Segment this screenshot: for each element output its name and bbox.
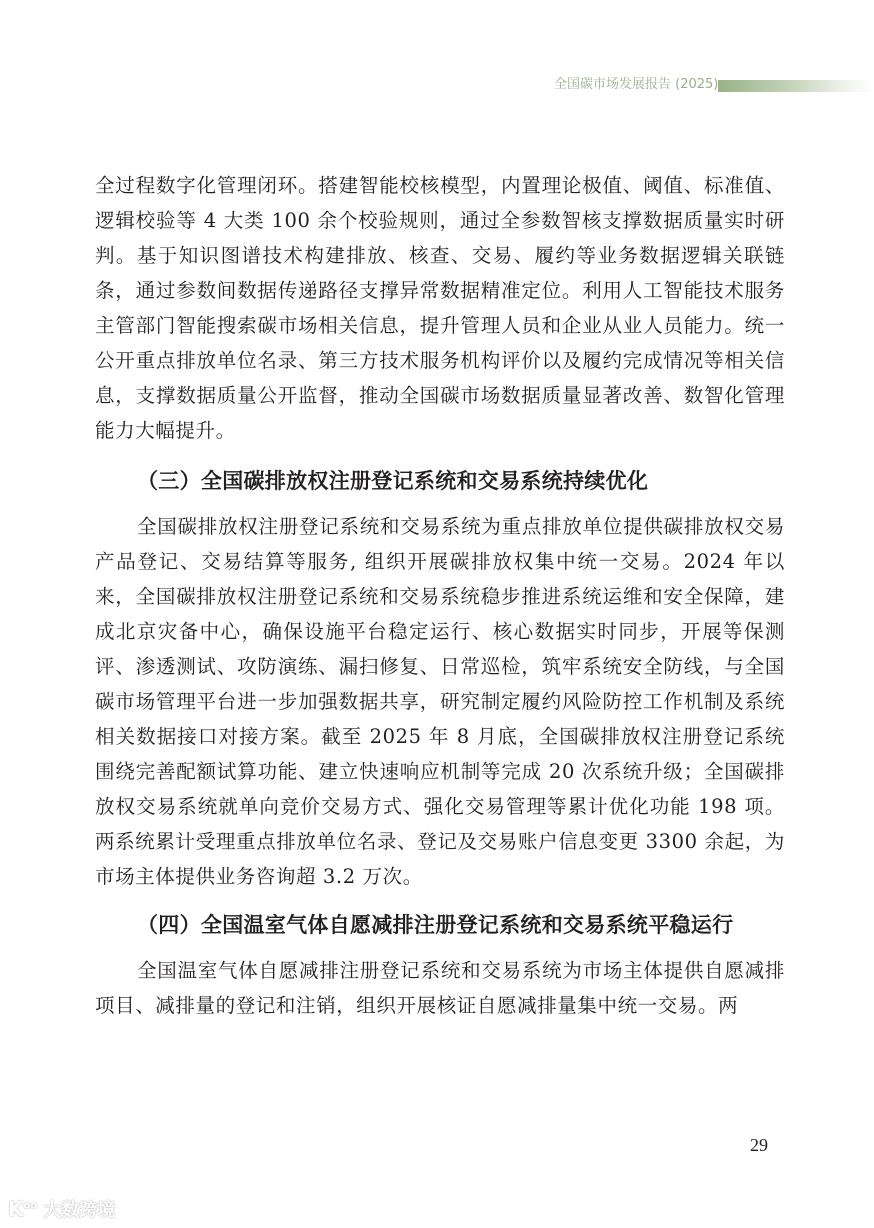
section-heading-3: （三）全国碳排放权注册登记系统和交易系统持续优化 [137,468,649,493]
header-accent-bar [718,80,874,92]
section-heading-4: （四）全国温室气体自愿减排注册登记系统和交易系统平稳运行 [137,912,734,937]
paragraph-data-management: 全过程数字化管理闭环。搭建智能校核模型，内置理论极值、阈值、标准值、逻辑校验等 4 大类 100 余个校验规则，通过全参数智核支撑数据质量实时研判。基于知识图谱技术构建排放、核查、交易、履约等业务数据逻辑关联链条，通过参数间数据传递路径支撑异常数据精准定位。利用人工智能技术服务主管部门智能搜索碳市场相关信息，提升管理人员和企业从业人员能力。统一公开重点排放单位名录、第三方技术服务机构评价以及履约完成情况等相关信息，支撑数据质量公开监督，推动全国碳市场数据质量显著改善、数智化管理能力大幅提升。 [95,174,785,442]
paragraph-registry-trading-systems: 全国碳排放权注册登记系统和交易系统为重点排放单位提供碳排放权交易产品登记、交易结算等服务, 组织开展碳排放权集中统一交易。2024 年以来，全国碳排放权注册登记系统和交易系统稳步推进系统运维和安全保障，建成北京灾备中心，确保设施平台稳定运行、核心数据实时同步，开展等保测评、渗透测试、攻防演练、漏扫修复、日常巡检，筑牢系统安全防线，与全国碳市场管理平台进一步加强数据共享，研究制定履约风险防控工作机制及系统相关数据接口对接方案。截至 2025 年 8 月底，全国碳排放权注册登记系统围绕完善配额试算功能、建立快速响应机制等完成 20 次系统升级；全国碳排放权交易系统就单向竞价交易方式、强化交易管理等累计优化功能 198 项。两系统累计受理重点排放单位名录、登记及交易账户信息变更 3300 余起，为市场主体提供业务咨询超 3.2 万次。 [95,515,785,888]
paragraph-voluntary-emission-reduction: 全国温室气体自愿减排注册登记系统和交易系统为市场主体提供自愿减排项目、减排量的登记和注销，组织开展核证自愿减排量集中统一交易。两 [95,959,785,1017]
page-content [95,168,785,1023]
watermark-logo-icon: $K^{oo}$ [8,1197,38,1221]
page-number: 29 [750,1135,768,1155]
watermark-text: 大数跨境 [43,1200,116,1221]
watermark [8,1196,115,1222]
report-header-title: 全国碳市场发展报告 (2025) [554,77,719,92]
